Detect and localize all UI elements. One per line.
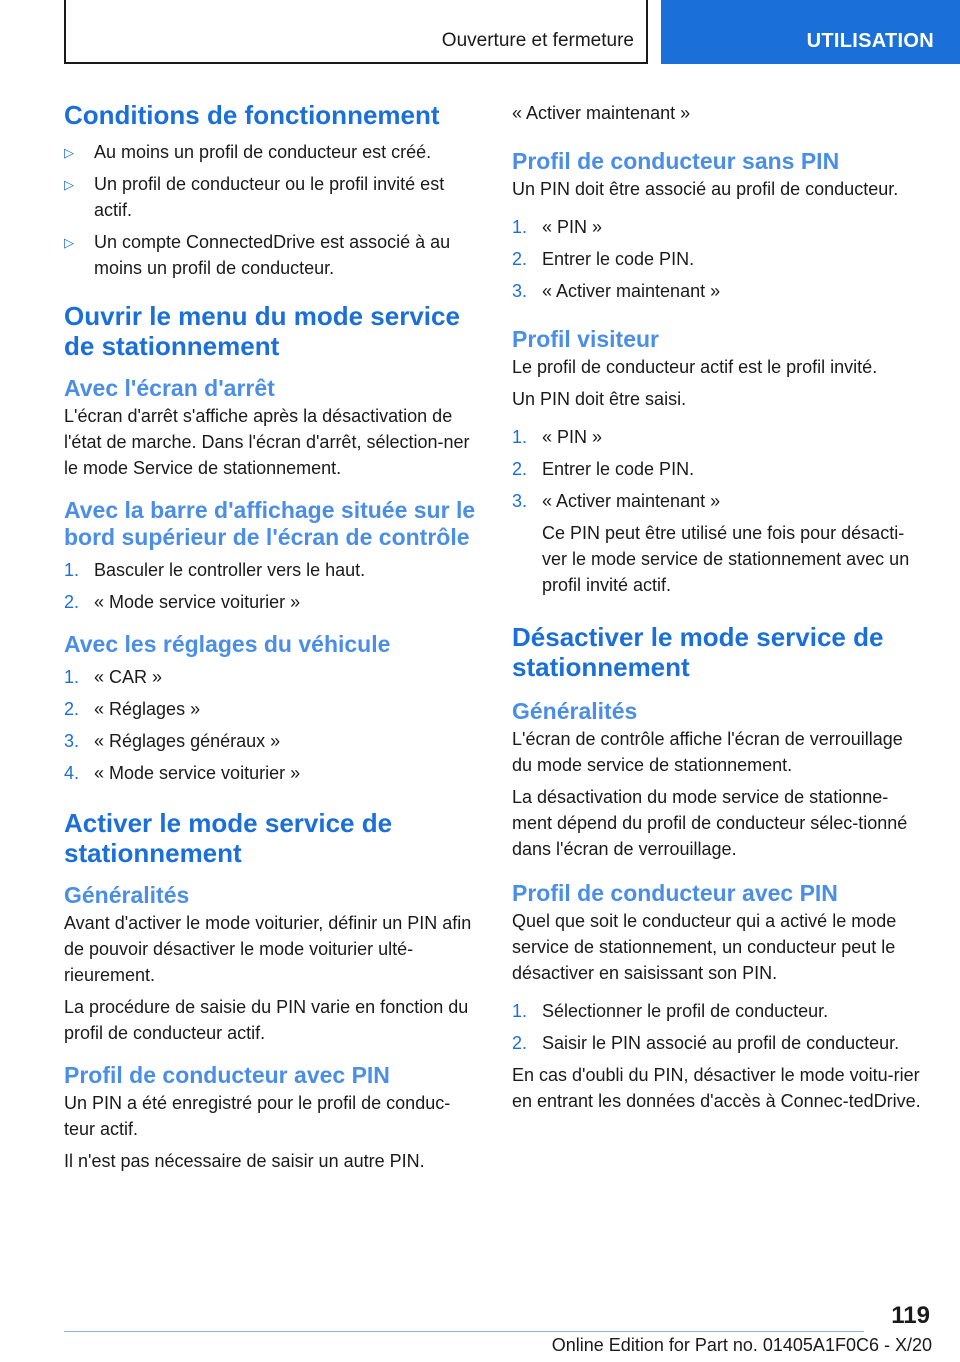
edition-text: Online Edition for Part no. 01405A1F0C6 - X/20 xyxy=(551,1335,932,1355)
section-tab-label: UTILISATION xyxy=(806,30,934,52)
profile-pin-text-1: Un PIN a été enregistré pour le profil de conduc-teur actif. xyxy=(64,1093,451,1139)
triangle-right-outline-icon: ▷ xyxy=(64,177,74,192)
visitor-text-2: Un PIN doit être saisi. xyxy=(512,389,687,409)
heading-open-menu: Ouvrir le menu du mode service de stationnement xyxy=(64,301,460,361)
list-item: ▷ Un compte ConnectedDrive est associé à au moins un profil de conducteur. xyxy=(64,232,451,278)
footer-divider xyxy=(64,1331,864,1332)
visitor-text-1: Le profil de conducteur actif est le profil invité. xyxy=(512,357,878,377)
list-item: 1. « PIN » xyxy=(512,217,603,237)
general-text-2: La procédure de saisie du PIN varie en fonction du profil de conducteur actif. xyxy=(64,997,469,1043)
section-tab xyxy=(661,0,960,64)
list-item: 2. « Mode service voiturier » xyxy=(64,592,301,612)
list-item: 3. « Activer maintenant » xyxy=(512,281,721,301)
heading-profile-with-pin: Profil de conducteur avec PIN xyxy=(512,880,838,906)
list-item: 2. Entrer le code PIN. xyxy=(512,249,695,269)
bar-steps xyxy=(64,557,478,615)
heading-visitor-profile: Profil visiteur xyxy=(512,326,659,352)
right-column xyxy=(512,100,926,1114)
general-text-1: L'écran de contrôle affiche l'écran de verrouillage du mode service de stationnement. xyxy=(512,729,903,775)
profile-pin-text: Quel que soit le conducteur qui a activé le mode service de stationnement, un conducteur peut le désactiver en saisissant son PIN. xyxy=(512,911,897,983)
list-item: 2. Saisir le PIN associé au profil de conducteur. xyxy=(512,1033,900,1053)
no-pin-steps xyxy=(512,214,926,304)
heading-general: Généralités xyxy=(64,882,190,908)
visitor-note: Ce PIN peut être utilisé une fois pour désacti-ver le mode service de stationnement avec un profil invité actif. xyxy=(542,523,910,595)
stop-screen-text: L'écran d'arrêt s'affiche après la désactivation de l'état de marche. Dans l'écran d'arrêt, sélection-ner le mode Service de stationnement. xyxy=(64,406,470,478)
general-text-1: Avant d'activer le mode voiturier, définir un PIN afin de pouvoir désactiver le mode voiturier ulté-rieurement. xyxy=(64,913,472,985)
heading-profile-with-pin: Profil de conducteur avec PIN xyxy=(64,1062,390,1088)
list-item: ▷ Au moins un profil de conducteur est créé. xyxy=(64,139,478,165)
profile-pin-steps xyxy=(512,998,926,1056)
list-item: ▷ Un profil de conducteur ou le profil invité est actif. xyxy=(64,174,445,220)
heading-deactivate: Désactiver le mode service de stationnement xyxy=(512,622,884,682)
activate-now-text: « Activer maintenant » xyxy=(512,103,691,123)
list-item: 1. « PIN » xyxy=(512,427,603,447)
heading-general: Généralités xyxy=(512,698,638,724)
list-item: 1. Sélectionner le profil de conducteur. xyxy=(512,1001,829,1021)
forgot-pin-text: En cas d'oubli du PIN, désactiver le mode voitu-rier en entrant les données d'accès à Connec-tedDrive. xyxy=(512,1065,921,1111)
settings-steps xyxy=(64,664,478,786)
conditions-list xyxy=(64,139,478,281)
list-item: 2. Entrer le code PIN. xyxy=(512,459,695,479)
left-column xyxy=(64,100,478,1174)
heading-stop-screen: Avec l'écran d'arrêt xyxy=(64,375,275,401)
chapter-title: Ouverture et fermeture xyxy=(441,30,634,51)
list-item: 3. « Réglages généraux » xyxy=(64,731,281,751)
list-item: 1. Basculer le controller vers le haut. xyxy=(64,560,366,580)
heading-profile-no-pin: Profil de conducteur sans PIN xyxy=(512,148,840,174)
list-item: 2. « Réglages » xyxy=(64,699,201,719)
header-chapter-box xyxy=(64,0,648,64)
triangle-right-outline-icon: ▷ xyxy=(64,235,74,250)
visitor-steps xyxy=(512,424,926,514)
page-number: 119 xyxy=(891,1302,930,1329)
no-pin-text: Un PIN doit être associé au profil de conducteur. xyxy=(512,179,899,199)
profile-pin-text-2: Il n'est pas nécessaire de saisir un autre PIN. xyxy=(64,1151,425,1171)
heading-display-bar: Avec la barre d'affichage située sur le bord supérieur de l'écran de contrôle xyxy=(64,497,476,550)
list-item: 1. « CAR » xyxy=(64,667,163,687)
triangle-right-outline-icon: ▷ xyxy=(64,145,74,160)
general-text-2: La désactivation du mode service de stationne-ment dépend du profil de conducteur sélec-tionné dans l'écran de verrouillage. xyxy=(512,787,908,859)
heading-conditions: Conditions de fonctionnement xyxy=(64,100,440,130)
heading-activate: Activer le mode service de stationnement xyxy=(64,808,393,868)
list-item: 4. « Mode service voiturier » xyxy=(64,763,301,783)
list-item: 3. « Activer maintenant » xyxy=(512,491,721,511)
heading-vehicle-settings: Avec les réglages du véhicule xyxy=(64,631,391,657)
